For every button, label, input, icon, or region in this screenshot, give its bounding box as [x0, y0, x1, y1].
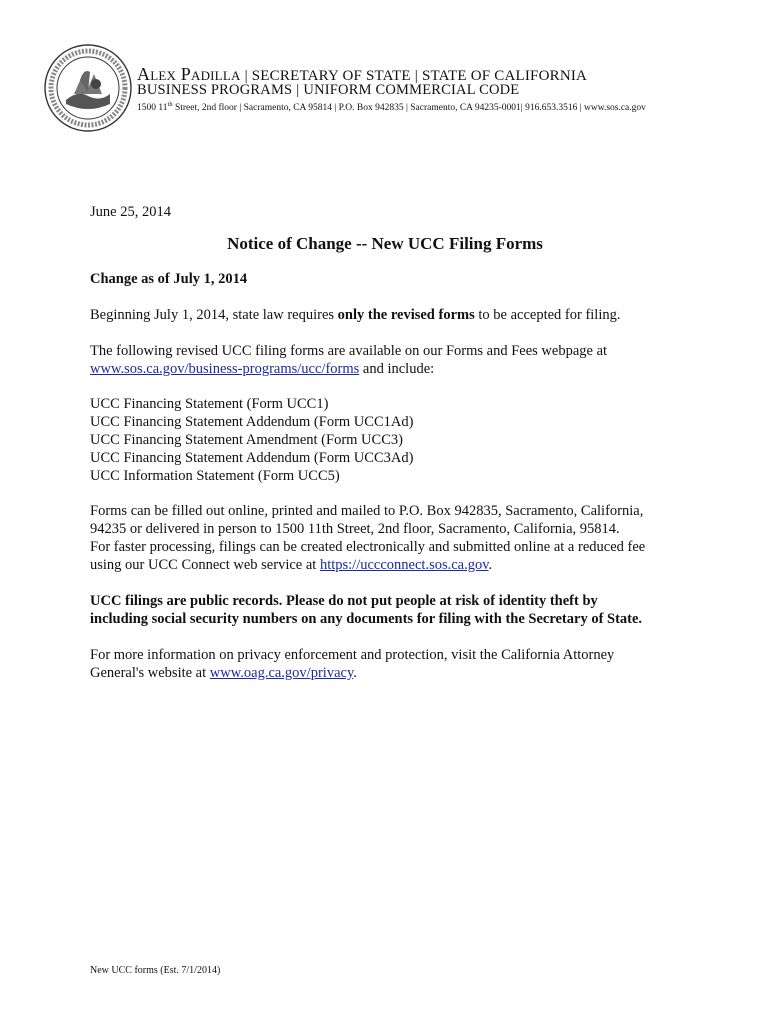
office-title: SECRETARY OF STATE	[251, 68, 411, 84]
filing-paragraph: Forms can be filled out online, printed and mailed to P.O. Box 942835, Sacramento, California, 94235 or delivered in person to 1500 11th Street, 2nd floor, Sacramento, California, 95814. For faster processing, filings can be created electronically and submitted online at a reduced fee using our UCC Connect web service at https://uccconnect.sos.ca.gov.	[90, 503, 646, 573]
oag-privacy-link[interactable]: www.oag.ca.gov/privacy	[209, 665, 354, 681]
list-item: UCC Financing Statement Addendum (Form UCC1Ad)	[90, 414, 414, 430]
secretary-name: Alex Padilla	[137, 64, 241, 84]
list-item: UCC Financing Statement Addendum (Form UCC3Ad)	[90, 450, 414, 466]
division-name: BUSINESS PROGRAMS	[137, 82, 293, 98]
intro-paragraph: Beginning July 1, 2014, state law requires only the revised forms to be accepted for filing.	[90, 307, 621, 323]
state-name: STATE OF CALIFORNIA	[421, 68, 588, 84]
header-line-1: Alex Padilla | SECRETARY OF STATE | STATE OF CALIFORNIA	[137, 64, 588, 84]
privacy-warning: UCC filings are public records. Please do not put people at risk of identity theft by including social security numbers on any documents for filing with the Secretary of State.	[90, 593, 643, 627]
forms-paragraph: The following revised UCC filing forms are available on our Forms and Fees webpage at www.sos.ca.gov/business-programs/ucc/forms and include:	[90, 343, 608, 377]
notice-title: Notice of Change -- New UCC Filing Forms	[227, 234, 543, 253]
list-item: UCC Financing Statement (Form UCC1)	[90, 396, 329, 412]
privacy-paragraph: For more information on privacy enforcement and protection, visit the California Attorney General's website at www.oag.ca.gov/privacy.	[90, 647, 615, 681]
forms-list	[90, 395, 413, 485]
header-line-2: BUSINESS PROGRAMS | UNIFORM COMMERCIAL CODE	[137, 82, 520, 98]
header-address: 1500 11th Street, 2nd floor | Sacramento, CA 95814 | P.O. Box 942835 | Sacramento, CA 94235-0001| 916.653.3516 | www.sos.ca.gov	[137, 101, 646, 114]
list-item: UCC Information Statement (Form UCC5)	[90, 468, 340, 484]
unit-name: UNIFORM COMMERCIAL CODE	[303, 82, 520, 98]
page-footer: New UCC forms (Est. 7/1/2014)	[90, 965, 221, 976]
change-heading: Change as of July 1, 2014	[90, 271, 248, 287]
list-item: UCC Financing Statement Amendment (Form UCC3)	[90, 432, 403, 448]
letter-date: June 25, 2014	[90, 204, 171, 220]
great-seal-of-california-icon	[44, 44, 132, 132]
ucc-connect-link[interactable]: https://uccconnect.sos.ca.gov	[319, 557, 489, 573]
forms-link[interactable]: www.sos.ca.gov/business-programs/ucc/forms	[90, 361, 360, 377]
